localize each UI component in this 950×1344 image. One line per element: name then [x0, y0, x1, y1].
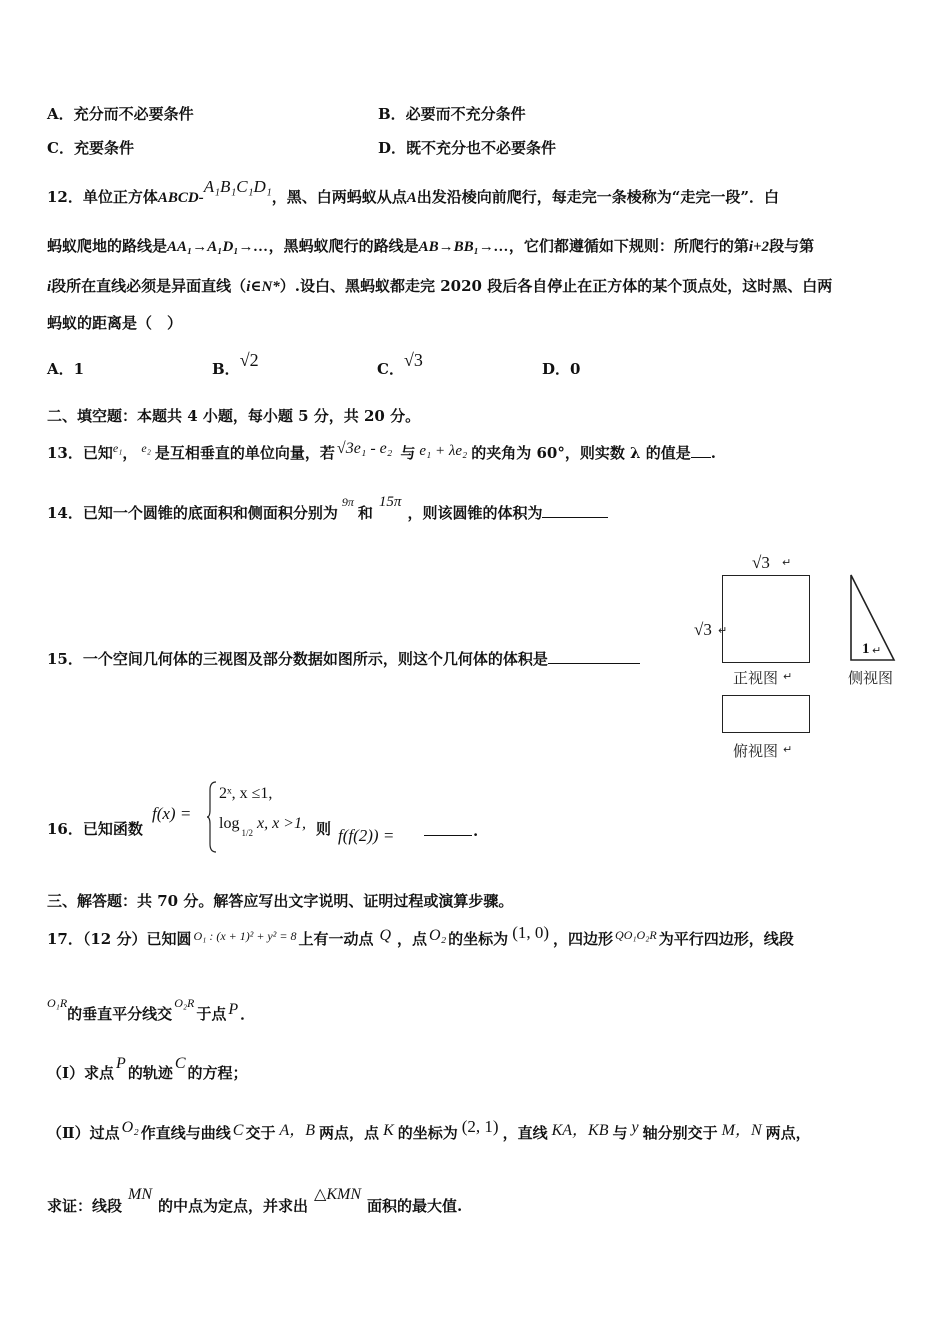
top-view-caption: 俯视图: [733, 742, 779, 760]
q12-line2: 蚂蚁爬地的路线是AA₁→A₁D₁→…，黑蚂蚁爬行的路线是AB→BB₁→…，它们都遵循如下规则：所爬行的第i+2段与第: [47, 237, 815, 255]
q13: 13．已知$^{e_1}$， $^{e_2}$ 是互相垂直的单位向量，若 √3e₁ - e₂ 与 e₁ + λe₂ 的夹角为 60°，则实数 λ 的值是 .: [47, 440, 717, 462]
return-mark-icon: ↵: [782, 556, 792, 569]
q11-option-b: B．必要而不充分条件: [378, 105, 526, 123]
top-view-rectangle: [722, 695, 810, 733]
side-view-label: 1: [862, 641, 870, 657]
q16-question-expr: f(f(2)) =: [338, 826, 395, 845]
q16-case1: 2ˣ, x ≤1,: [219, 785, 273, 802]
q12-option-d: D．0: [542, 360, 581, 378]
q17-part2: （Ⅱ）过点 O₂ 作直线与曲线 C 交于 A，B 两点，点 K 的坐标为 (2, 1) ，直线 KA，KB 与 y 轴分别交于 M，N 两点，: [47, 1117, 811, 1142]
return-mark-icon: ↵: [718, 624, 728, 637]
q14: 14．已知一个圆锥的底面积和侧面积分别为$^{9\pi}$和15π，则该圆锥的体积为: [47, 502, 608, 523]
q16-case2: $\log_{1/2}x$, x >1,: [219, 815, 306, 838]
side-view-caption: 侧视图: [848, 669, 894, 687]
return-mark-icon: ↵: [783, 743, 793, 756]
q17-line2: $^{O_1R}$的垂直平分线交$^{O_2R}$于点 P ．: [47, 996, 256, 1023]
q11-option-d: D．既不充分也不必要条件: [378, 139, 557, 157]
q11-option-a: A．充分而不必要条件: [47, 105, 194, 123]
front-view-square: [722, 575, 810, 663]
q17-line1: 17．（12 分）已知圆 $^{O_1 : (x + 1)^2 + y^2 = 8}$ 上有一动点 Q ，点 O₂ 的坐标为 (1, 0) ，四边形 $^{QO_1O_2R}$ 为平行四边形，线段: [47, 923, 794, 948]
q13-answer-blank: [691, 443, 711, 458]
q12-line4: 蚂蚁的距离是（ ）: [47, 314, 183, 332]
front-view-top-label: √3: [752, 553, 770, 572]
q16-function-name: f(x) =: [152, 804, 192, 823]
q15-answer-blank: [548, 649, 640, 664]
front-view-left-label: √3: [694, 620, 712, 639]
q17-proof: 求证：线段MN的中点为定点，并求出△KMN面积的最大值.: [47, 1186, 463, 1215]
q12-line3: i段所在直线必须是异面直线（i∈N*）.设白、黑蚂蚁都走完 2020 段后各自停止在正方体的某个顶点处，这时黑、白两: [47, 277, 833, 295]
q14-answer-blank: [542, 503, 608, 518]
q15: 15．一个空间几何体的三视图及部分数据如图所示，则这个几何体的体积是: [47, 648, 640, 669]
q16-answer-blank: [424, 835, 472, 836]
q12-option-b: B．√2: [212, 350, 259, 378]
q12-option-a: A．1: [47, 360, 85, 378]
q11-option-c: C．充要条件: [47, 139, 134, 157]
q17-part1: （Ⅰ）求点P的轨迹C的方程；: [47, 1055, 248, 1082]
return-mark-icon: ↵: [872, 644, 882, 657]
q16-brace: [206, 780, 218, 854]
q16-then: 则: [316, 820, 332, 838]
q16-period: .: [473, 822, 479, 840]
q12-option-c: C．√3: [377, 350, 423, 378]
q16-label: 16．已知函数: [47, 820, 143, 838]
front-view-caption: 正视图: [733, 669, 779, 687]
section2-heading: 二、填空题：本题共 4 小题，每小题 5 分，共 20 分。: [47, 407, 421, 425]
section3-heading: 三、解答题：共 70 分。解答应写出文字说明、证明过程或演算步骤。: [47, 892, 514, 910]
q12-line1: 12．单位正方体ABCD-A₁B₁C₁D₁，黑、白两蚂蚁从点A出发沿棱向前爬行，每走完一条棱称为“走完一段”．白: [47, 177, 780, 206]
return-mark-icon: ↵: [783, 670, 793, 683]
